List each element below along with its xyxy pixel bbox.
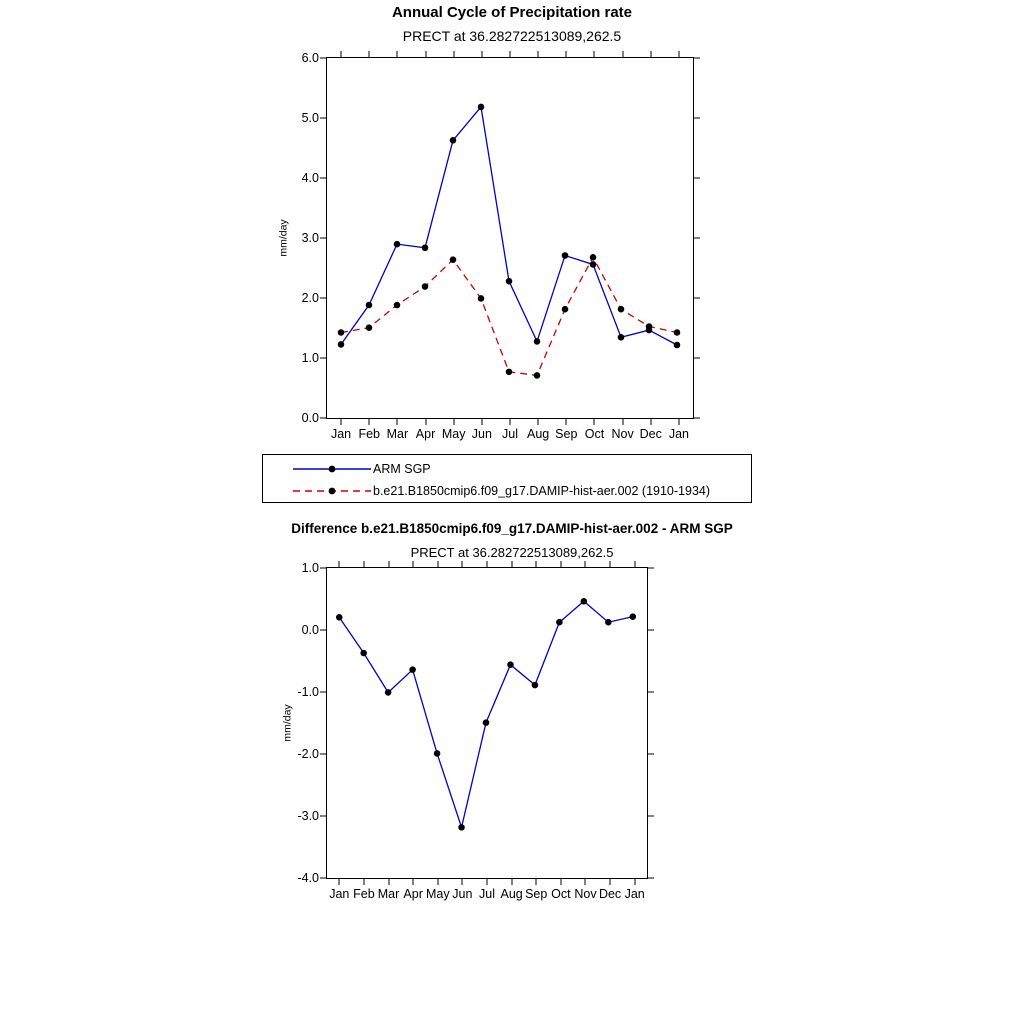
y-tick-label: 4.0 — [301, 171, 319, 185]
y-tick-mark — [320, 58, 327, 59]
y-tick-mark-right — [647, 754, 654, 755]
y-tick-mark — [320, 630, 327, 631]
data-point-marker — [409, 666, 416, 673]
x-tick-label: May — [425, 887, 450, 901]
legend-label-1: b.e21.B1850cmip6.f09_g17.DAMIP-hist-aer.002 (1910-1934) — [373, 484, 711, 498]
difference-lines — [327, 568, 647, 878]
x-tick-mark-top — [453, 51, 454, 58]
legend-label-0: ARM SGP — [373, 462, 431, 476]
data-point-marker — [434, 750, 441, 757]
y-tick-mark-right — [647, 630, 654, 631]
difference-plot-area — [297, 561, 647, 901]
x-tick-mark — [538, 418, 539, 425]
x-tick-mark-top — [538, 51, 539, 58]
data-point-marker — [507, 661, 514, 668]
series-line — [341, 257, 677, 375]
x-tick-mark-top — [585, 561, 586, 568]
x-tick-mark-top — [511, 561, 512, 568]
data-point-marker — [562, 306, 569, 313]
data-point-marker — [646, 323, 653, 330]
x-tick-label: May — [441, 427, 466, 441]
difference-title: Difference b.e21.B1850cmip6.f09_g17.DAMIP-hist-aer.002 - ARM SGP — [291, 521, 733, 536]
y-tick-mark — [320, 878, 327, 879]
x-tick-mark — [437, 878, 438, 885]
x-tick-mark — [397, 418, 398, 425]
x-tick-label: Jan — [329, 887, 350, 901]
x-tick-label: Jul — [479, 887, 495, 901]
x-tick-mark-top — [481, 51, 482, 58]
x-tick-mark-top — [397, 51, 398, 58]
data-point-marker — [394, 302, 401, 309]
y-tick-mark — [320, 178, 327, 179]
x-tick-mark-top — [339, 561, 340, 568]
y-tick-label: -4.0 — [297, 871, 319, 885]
x-tick-mark — [536, 878, 537, 885]
data-point-marker — [338, 341, 345, 348]
y-tick-label: 1.0 — [301, 561, 319, 575]
x-tick-label: Jun — [452, 887, 473, 901]
legend-sample-solid-line — [291, 459, 373, 479]
y-tick-mark — [320, 238, 327, 239]
data-point-marker — [506, 369, 513, 376]
y-tick-label: -1.0 — [297, 685, 319, 699]
data-point-marker — [534, 372, 541, 379]
data-point-marker — [618, 334, 625, 341]
annual-cycle-lines — [327, 58, 693, 418]
y-tick-mark-right — [693, 298, 700, 299]
x-tick-label: Apr — [403, 887, 423, 901]
data-point-marker — [674, 329, 681, 336]
data-point-marker — [458, 824, 465, 831]
x-tick-label: Dec — [639, 427, 662, 441]
series-line — [339, 601, 633, 827]
data-point-marker — [422, 244, 429, 251]
data-point-marker — [422, 283, 429, 290]
x-tick-mark — [585, 878, 586, 885]
x-tick-mark-top — [425, 51, 426, 58]
y-tick-mark — [320, 298, 327, 299]
y-tick-mark-right — [693, 58, 700, 59]
x-tick-label: Nov — [611, 427, 634, 441]
x-tick-label: Jan — [330, 427, 352, 441]
top-y-axis-label: mm/day — [277, 219, 290, 257]
y-tick-mark — [320, 568, 327, 569]
y-tick-label: 3.0 — [301, 231, 319, 245]
x-tick-mark — [650, 418, 651, 425]
x-tick-mark — [462, 878, 463, 885]
y-tick-mark-right — [647, 692, 654, 693]
y-tick-mark — [320, 692, 327, 693]
data-point-marker — [674, 342, 681, 349]
x-tick-mark — [510, 418, 511, 425]
y-tick-mark-right — [693, 418, 700, 419]
x-tick-mark-top — [341, 51, 342, 58]
x-tick-mark — [369, 418, 370, 425]
x-tick-mark — [560, 878, 561, 885]
y-tick-mark — [320, 118, 327, 119]
data-point-marker — [562, 252, 569, 259]
x-tick-mark-top — [560, 561, 561, 568]
data-point-marker — [556, 619, 563, 626]
x-tick-mark-top — [610, 561, 611, 568]
y-tick-mark-right — [693, 238, 700, 239]
data-point-marker — [605, 619, 612, 626]
x-tick-mark-top — [536, 561, 537, 568]
y-tick-mark-right — [647, 568, 654, 569]
data-point-marker — [629, 613, 636, 620]
data-point-marker — [450, 137, 457, 144]
x-tick-mark — [341, 418, 342, 425]
y-tick-label: 0.0 — [301, 623, 319, 637]
y-tick-label: 2.0 — [301, 291, 319, 305]
x-tick-mark — [566, 418, 567, 425]
y-tick-label: -3.0 — [297, 809, 319, 823]
x-tick-mark-top — [369, 51, 370, 58]
x-tick-mark — [678, 418, 679, 425]
y-tick-label: 5.0 — [301, 111, 319, 125]
x-tick-label: Aug — [500, 887, 523, 901]
x-tick-label: Jul — [502, 427, 518, 441]
x-tick-mark-top — [510, 51, 511, 58]
x-tick-mark — [413, 878, 414, 885]
y-tick-mark — [320, 816, 327, 817]
data-point-marker — [581, 598, 588, 605]
x-tick-mark — [634, 878, 635, 885]
data-point-marker — [478, 295, 485, 302]
data-point-marker — [336, 614, 343, 621]
x-tick-label: Jan — [624, 887, 645, 901]
x-tick-label: Aug — [527, 427, 550, 441]
x-tick-mark — [594, 418, 595, 425]
x-tick-mark-top — [487, 561, 488, 568]
x-tick-label: Jun — [471, 427, 492, 441]
x-tick-mark — [339, 878, 340, 885]
x-tick-mark-top — [566, 51, 567, 58]
data-point-marker — [338, 329, 345, 336]
x-tick-mark — [425, 418, 426, 425]
x-tick-label: Mar — [377, 887, 400, 901]
difference-plot — [281, 561, 648, 901]
x-tick-label: Sep — [525, 887, 548, 901]
data-point-marker — [385, 689, 392, 696]
x-tick-mark — [363, 878, 364, 885]
x-tick-label: Sep — [555, 427, 578, 441]
annual-cycle-plot — [277, 51, 694, 441]
y-tick-mark — [320, 358, 327, 359]
x-tick-label: Oct — [584, 427, 605, 441]
x-tick-mark-top — [437, 561, 438, 568]
bottom-plot-subtitle: PRECT at 36.282722513089,262.5 — [410, 545, 614, 560]
legend — [262, 454, 752, 503]
x-tick-label: Jan — [668, 427, 689, 441]
x-tick-label: Mar — [386, 427, 409, 441]
y-tick-mark-right — [647, 878, 654, 879]
y-tick-mark-right — [693, 118, 700, 119]
bottom-y-axis-label: mm/day — [281, 704, 294, 742]
data-point-marker — [590, 254, 597, 261]
x-tick-label: Dec — [598, 887, 622, 901]
series-line — [341, 107, 677, 345]
x-tick-mark — [511, 878, 512, 885]
x-tick-mark-top — [634, 561, 635, 568]
x-tick-label: Oct — [551, 887, 571, 901]
y-tick-mark — [320, 754, 327, 755]
x-tick-mark — [453, 418, 454, 425]
x-tick-mark-top — [413, 561, 414, 568]
x-tick-label: Feb — [353, 887, 375, 901]
legend-item-model — [263, 479, 751, 503]
x-tick-mark-top — [388, 561, 389, 568]
data-point-marker — [394, 241, 401, 248]
x-tick-mark-top — [678, 51, 679, 58]
legend-item-arm-sgp — [263, 457, 751, 481]
x-tick-label: Nov — [574, 887, 597, 901]
x-tick-mark-top — [594, 51, 595, 58]
top-plot-subtitle: PRECT at 36.282722513089,262.5 — [402, 28, 622, 44]
y-tick-mark — [320, 418, 327, 419]
x-tick-mark-top — [363, 561, 364, 568]
x-tick-mark — [487, 878, 488, 885]
y-tick-label: 0.0 — [301, 411, 319, 425]
x-tick-label: Feb — [358, 427, 380, 441]
y-tick-label: 6.0 — [301, 51, 319, 65]
x-tick-mark — [622, 418, 623, 425]
data-point-marker — [360, 650, 367, 657]
y-tick-mark-right — [693, 178, 700, 179]
y-tick-mark-right — [693, 358, 700, 359]
data-point-marker — [366, 324, 373, 331]
data-point-marker — [618, 306, 625, 313]
y-tick-label: 1.0 — [301, 351, 319, 365]
legend-sample-dashed-line — [291, 481, 373, 501]
data-point-marker — [534, 338, 541, 345]
annual-cycle-plot-area — [301, 51, 693, 441]
data-point-marker — [506, 278, 513, 285]
data-point-marker — [366, 302, 373, 309]
page-title: Annual Cycle of Precipitation rate — [391, 4, 633, 21]
x-tick-mark — [610, 878, 611, 885]
data-point-marker — [590, 261, 597, 268]
x-tick-label: Apr — [415, 427, 436, 441]
x-tick-mark — [481, 418, 482, 425]
x-tick-mark-top — [462, 561, 463, 568]
x-tick-mark — [388, 878, 389, 885]
data-point-marker — [450, 256, 457, 263]
data-point-marker — [532, 682, 539, 689]
x-tick-mark-top — [650, 51, 651, 58]
y-tick-label: -2.0 — [297, 747, 319, 761]
data-point-marker — [478, 104, 485, 111]
data-point-marker — [483, 719, 490, 726]
y-tick-mark-right — [647, 816, 654, 817]
x-tick-mark-top — [622, 51, 623, 58]
